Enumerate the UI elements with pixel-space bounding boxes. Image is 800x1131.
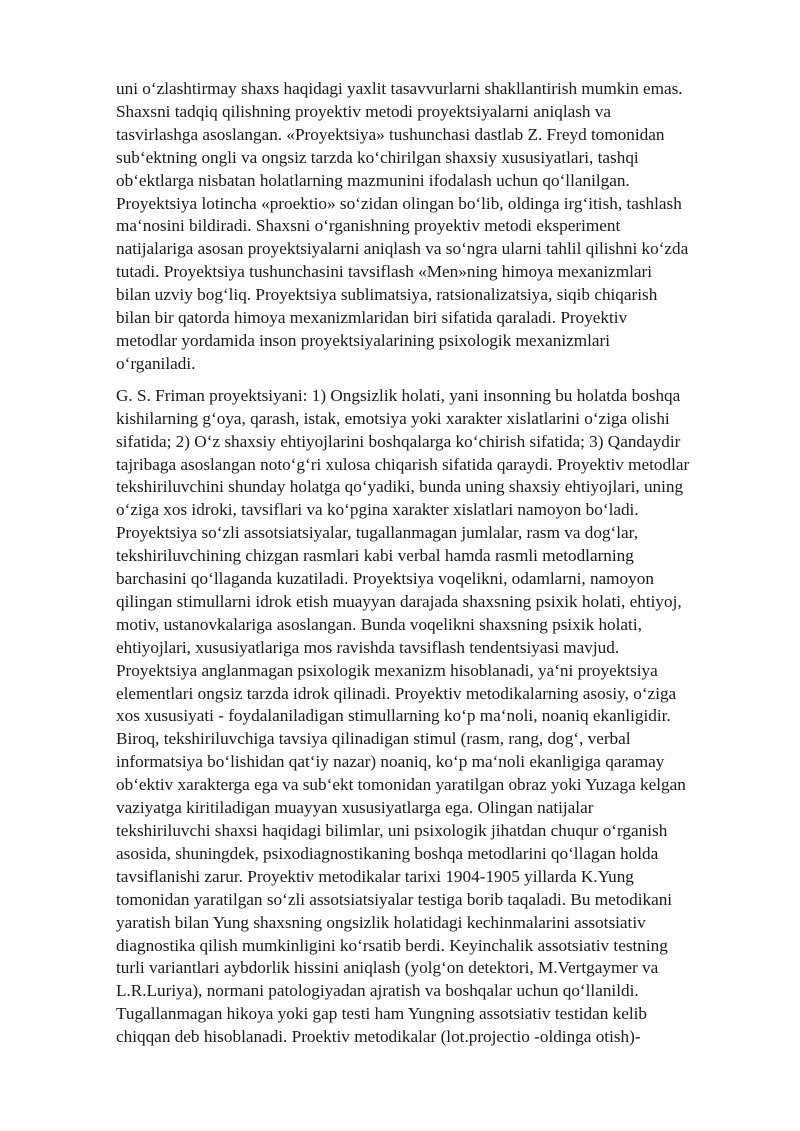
text-line: asosida, shuningdek, psixodiagnostikaning boshqa metodlarini qo‘llagan holda	[116, 843, 659, 863]
text-line: sifatida; 2) O‘z shaxsiy ehtiyojlarini boshqalarga ko‘chirish sifatida; 3) Qandaydir	[116, 431, 681, 451]
text-line: tutadi. Proyektsiya tushunchasini tavsiflash «Men»ning himoya mexanizmlari	[116, 262, 653, 282]
text-line: L.R.Luriya), normani patologiyadan ajratish va boshqalar uchun qo‘llanildi.	[116, 981, 639, 1001]
text-line: diagnostika qilish mumkinligini ko‘rsatib berdi. Keyinchalik assotsiativ testning	[116, 935, 668, 955]
text-line: ma‘nosini bildiradi. Shaxsni o‘rganishning proyektiv metodi eksperiment	[116, 216, 621, 236]
text-line: turli variantlari aybdorlik hissini aniqlash (yolg‘on detektori, M.Vertgaymer va	[116, 958, 659, 978]
document-page	[116, 78, 744, 1058]
text-line: uni o‘zlashtirmay shaxs haqidagi yaxlit tasavvurlarni shakllantirish mumkin emas.	[116, 79, 683, 98]
text-line: bilan uzviy bog‘liq. Proyektsiya sublimatsiya, ratsionalizatsiya, siqib chiqarish	[116, 285, 658, 305]
text-line: ehtiyojlari, xususiyatlariga mos ravishda tavsiflash tendentsiyasi mavjud.	[116, 637, 620, 657]
text-line: natijalariga asosan proyektsiyalarni aniqlash va so‘ngra ularni tahlil qilishni ko‘zda	[116, 239, 689, 259]
text-line: tavsiflanishi zarur. Proyektiv metodikalar tarixi 1904-1905 yillarda K.Yung	[116, 866, 634, 886]
text-line: Shaxsni tadqiq qilishning proyektiv metodi proyektsiyalarni aniqlash va	[116, 101, 612, 121]
paragraph-2	[116, 385, 744, 1049]
text-line: o‘ziga xos idroki, tavsiflari va ko‘pgina xarakter xislatlari namoyon bo‘ladi.	[116, 500, 639, 520]
text-line: tasvirlashga asoslangan. «Proyektsiya» tushunchasi dastlab Z. Freyd tomonidan	[116, 124, 665, 144]
text-line: sub‘ektning ongli va ongsiz tarzda ko‘chirilgan shaxsiy xususiyatlari, tashqi	[116, 147, 639, 167]
text-line: barchasini qo‘llaganda kuzatiladi. Proyektsiya voqelikni, odamlarni, namoyon	[116, 569, 654, 589]
text-line: tekshiriluvchi shaxsi haqidagi bilimlar, uni psixologik jihatdan chuqur o‘rganish	[116, 821, 668, 840]
text-line: G. S. Friman proyektsiyani: 1) Ongsizlik holati, yani insonning bu holatda boshqa	[116, 385, 681, 405]
text-line: Proyektsiya lotincha «proektio» so‘zidan olingan bo‘lib, oldinga irg‘itish, tashlash	[116, 193, 682, 213]
text-line: ob‘ektiv xarakterga ega va sub‘ekt tomonidan yaratilgan obraz yoki Yuzaga kelgan	[116, 775, 686, 795]
text-line: kishilarning g‘oya, qarash, istak, emotsiya yoki xarakter xislatlarini o‘ziga olishi	[116, 408, 670, 428]
text-line: elementlari ongsiz tarzda idrok qilinadi. Proyektiv metodikalarning asosiy, o‘ziga	[116, 683, 677, 703]
text-line: informatsiya bo‘lishidan qat‘iy nazar) noaniq, ko‘p ma‘noli ekanligiga qaramay	[116, 752, 665, 772]
text-line: metodlar yordamida inson proyektsiyalarining psixologik mexanizmlari	[116, 330, 611, 350]
text-line: ob‘ektlarga nisbatan holatlarning mazmunini ifodalash uchun qo‘llanilgan.	[116, 170, 630, 190]
text-line: o‘rganiladi.	[116, 353, 196, 373]
text-line: Proyektsiya so‘zli assotsiatsiyalar, tugallanmagan jumlalar, rasm va dog‘lar,	[116, 523, 639, 543]
text-line: qilingan stimullarni idrok etish muayyan darajada shaxsning psixik holati, ehtiyoj,	[116, 591, 682, 611]
text-line: bilan bir qatorda himoya mexanizmlaridan biri sifatida qaraladi. Proyektiv	[116, 308, 628, 328]
text-line: motiv, ustanovkalariga asoslangan. Bunda voqelikni shaxsning psixik holati,	[116, 614, 642, 634]
text-line: tomonidan yaratilgan so‘zli assotsiatsiyalar testiga borib taqaladi. Bu metodikani	[116, 889, 673, 909]
text-line: vaziyatga kiritiladigan muayyan xususiyatlarga ega. Olingan natijalar	[116, 798, 594, 818]
paragraph-1	[116, 78, 744, 376]
text-line: xos xususiyati - foydalaniladigan stimullarning ko‘p ma‘noli, noaniq ekanligidir.	[116, 706, 671, 726]
text-line: chiqqan deb hisoblanadi. Proektiv metodikalar (lot.projectio -oldinga otish)-	[116, 1027, 641, 1047]
text-line: Biroq, tekshiriluvchiga tavsiya qilinadigan stimul (rasm, rang, dog‘, verbal	[116, 729, 631, 749]
text-line: Proyektsiya anglanmagan psixologik mexanizm hisoblanadi, ya‘ni proyektsiya	[116, 660, 658, 680]
text-line: Tugallanmagan hikoya yoki gap testi ham Yungning assotsiativ testidan kelib	[116, 1004, 647, 1024]
text-line: tekshiriluvchini shunday holatga qo‘yadiki, bunda uning shaxsiy ehtiyojlari, uning	[116, 477, 684, 497]
text-line: yaratish bilan Yung shaxsning ongsizlik holatidagi kechinmalarini assotsiativ	[116, 912, 646, 932]
text-line: tajribaga asoslangan noto‘g‘ri xulosa chiqarish sifatida qaraydi. Proyektiv metodlar	[116, 454, 690, 474]
text-line: tekshiriluvchining chizgan rasmlari kabi verbal hamda rasmli metodlarning	[116, 546, 634, 566]
